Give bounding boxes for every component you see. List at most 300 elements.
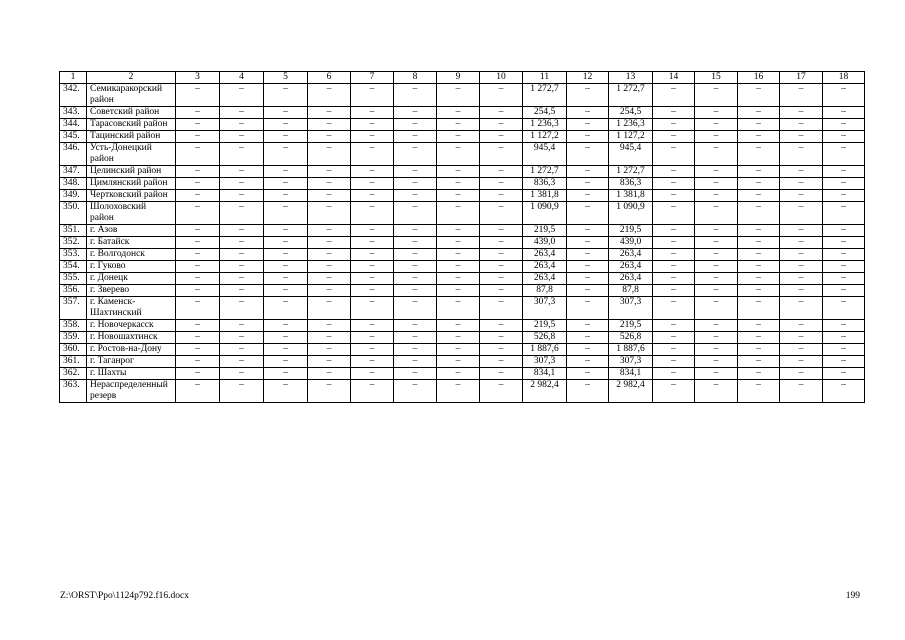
dash-cell: – xyxy=(220,261,264,273)
dash-cell: – xyxy=(394,166,437,178)
value-cell: 307,3 xyxy=(523,297,567,320)
column-number-header: 2 xyxy=(87,72,176,84)
dash-cell: – xyxy=(695,285,738,297)
row-number: 352. xyxy=(60,237,87,249)
page-number: 199 xyxy=(845,591,860,601)
municipality-name: г. Шахты xyxy=(87,368,176,380)
municipality-name: г. Новочеркасск xyxy=(87,320,176,332)
table-row xyxy=(60,320,865,332)
column-number-header: 11 xyxy=(523,72,567,84)
table-row xyxy=(60,119,865,131)
dash-cell: – xyxy=(480,332,523,344)
dash-cell: – xyxy=(695,237,738,249)
dash-cell: – xyxy=(738,166,780,178)
dash-cell: – xyxy=(176,225,220,237)
dash-cell: – xyxy=(176,273,220,285)
dash-cell: – xyxy=(437,84,480,107)
row-number: 347. xyxy=(60,166,87,178)
dash-cell: – xyxy=(823,107,865,119)
dash-cell: – xyxy=(653,273,695,285)
dash-cell: – xyxy=(653,380,695,403)
value-cell: 254,5 xyxy=(523,107,567,119)
dash-cell: – xyxy=(653,332,695,344)
municipality-name: Тарасовский район xyxy=(87,119,176,131)
dash-cell: – xyxy=(351,261,394,273)
table-row xyxy=(60,237,865,249)
table-row xyxy=(60,131,865,143)
dash-cell: – xyxy=(264,380,308,403)
dash-cell: – xyxy=(567,273,609,285)
dash-cell: – xyxy=(264,297,308,320)
column-number-header: 3 xyxy=(176,72,220,84)
dash-cell: – xyxy=(437,297,480,320)
dash-cell: – xyxy=(437,166,480,178)
dash-cell: – xyxy=(176,249,220,261)
dash-cell: – xyxy=(176,178,220,190)
dash-cell: – xyxy=(653,249,695,261)
dash-cell: – xyxy=(220,249,264,261)
dash-cell: – xyxy=(480,261,523,273)
dash-cell: – xyxy=(351,356,394,368)
dash-cell: – xyxy=(780,84,823,107)
dash-cell: – xyxy=(220,320,264,332)
table-row xyxy=(60,368,865,380)
dash-cell: – xyxy=(823,119,865,131)
dash-cell: – xyxy=(780,225,823,237)
dash-cell: – xyxy=(653,368,695,380)
dash-cell: – xyxy=(264,320,308,332)
dash-cell: – xyxy=(823,332,865,344)
dash-cell: – xyxy=(738,237,780,249)
value-cell: 254,5 xyxy=(609,107,653,119)
dash-cell: – xyxy=(738,131,780,143)
dash-cell: – xyxy=(823,225,865,237)
dash-cell: – xyxy=(394,261,437,273)
dash-cell: – xyxy=(351,131,394,143)
dash-cell: – xyxy=(264,249,308,261)
dash-cell: – xyxy=(480,190,523,202)
dash-cell: – xyxy=(653,261,695,273)
dash-cell: – xyxy=(780,237,823,249)
dash-cell: – xyxy=(176,380,220,403)
dash-cell: – xyxy=(176,119,220,131)
dash-cell: – xyxy=(437,344,480,356)
dash-cell: – xyxy=(308,249,351,261)
dash-cell: – xyxy=(780,368,823,380)
dash-cell: – xyxy=(695,131,738,143)
dash-cell: – xyxy=(264,273,308,285)
dash-cell: – xyxy=(308,131,351,143)
dash-cell: – xyxy=(394,107,437,119)
dash-cell: – xyxy=(567,166,609,178)
dash-cell: – xyxy=(220,131,264,143)
value-cell: 1 381,8 xyxy=(609,190,653,202)
dash-cell: – xyxy=(567,225,609,237)
table-row xyxy=(60,344,865,356)
municipality-name: г. Новошахтинск xyxy=(87,332,176,344)
dash-cell: – xyxy=(308,166,351,178)
dash-cell: – xyxy=(738,320,780,332)
dash-cell: – xyxy=(480,202,523,225)
dash-cell: – xyxy=(823,344,865,356)
dash-cell: – xyxy=(220,202,264,225)
dash-cell: – xyxy=(653,237,695,249)
column-number-row xyxy=(60,72,865,84)
dash-cell: – xyxy=(653,119,695,131)
dash-cell: – xyxy=(567,119,609,131)
municipality-name: г. Батайск xyxy=(87,237,176,249)
table-row xyxy=(60,178,865,190)
dash-cell: – xyxy=(264,368,308,380)
dash-cell: – xyxy=(220,380,264,403)
dash-cell: – xyxy=(653,178,695,190)
dash-cell: – xyxy=(394,190,437,202)
dash-cell: – xyxy=(738,285,780,297)
dash-cell: – xyxy=(351,119,394,131)
dash-cell: – xyxy=(653,202,695,225)
dash-cell: – xyxy=(351,285,394,297)
data-table xyxy=(59,71,865,403)
dash-cell: – xyxy=(437,178,480,190)
value-cell: 439,0 xyxy=(523,237,567,249)
value-cell: 263,4 xyxy=(609,261,653,273)
value-cell: 834,1 xyxy=(609,368,653,380)
dash-cell: – xyxy=(308,225,351,237)
dash-cell: – xyxy=(394,202,437,225)
dash-cell: – xyxy=(176,84,220,107)
dash-cell: – xyxy=(480,380,523,403)
dash-cell: – xyxy=(780,143,823,166)
dash-cell: – xyxy=(308,332,351,344)
dash-cell: – xyxy=(738,178,780,190)
dash-cell: – xyxy=(567,84,609,107)
dash-cell: – xyxy=(653,320,695,332)
value-cell: 219,5 xyxy=(609,225,653,237)
row-number: 355. xyxy=(60,273,87,285)
dash-cell: – xyxy=(567,202,609,225)
dash-cell: – xyxy=(480,143,523,166)
table-row xyxy=(60,297,865,320)
dash-cell: – xyxy=(220,237,264,249)
dash-cell: – xyxy=(308,107,351,119)
dash-cell: – xyxy=(823,131,865,143)
dash-cell: – xyxy=(394,285,437,297)
column-number-header: 15 xyxy=(695,72,738,84)
column-number-header: 6 xyxy=(308,72,351,84)
dash-cell: – xyxy=(567,131,609,143)
value-cell: 1 236,3 xyxy=(609,119,653,131)
dash-cell: – xyxy=(394,237,437,249)
dash-cell: – xyxy=(264,143,308,166)
dash-cell: – xyxy=(653,344,695,356)
value-cell: 1 090,9 xyxy=(609,202,653,225)
dash-cell: – xyxy=(351,166,394,178)
dash-cell: – xyxy=(695,84,738,107)
municipality-name: Целинский район xyxy=(87,166,176,178)
dash-cell: – xyxy=(738,368,780,380)
dash-cell: – xyxy=(780,380,823,403)
dash-cell: – xyxy=(264,131,308,143)
value-cell: 263,4 xyxy=(523,249,567,261)
dash-cell: – xyxy=(394,344,437,356)
municipality-name: Цимлянский район xyxy=(87,178,176,190)
dash-cell: – xyxy=(780,202,823,225)
value-cell: 87,8 xyxy=(523,285,567,297)
dash-cell: – xyxy=(437,143,480,166)
dash-cell: – xyxy=(308,344,351,356)
municipality-name: г. Волгодонск xyxy=(87,249,176,261)
dash-cell: – xyxy=(264,107,308,119)
dash-cell: – xyxy=(264,285,308,297)
dash-cell: – xyxy=(351,320,394,332)
dash-cell: – xyxy=(823,261,865,273)
dash-cell: – xyxy=(176,356,220,368)
dash-cell: – xyxy=(176,131,220,143)
dash-cell: – xyxy=(308,190,351,202)
dash-cell: – xyxy=(308,285,351,297)
row-number: 362. xyxy=(60,368,87,380)
municipality-name: Тацинский район xyxy=(87,131,176,143)
column-number-header: 17 xyxy=(780,72,823,84)
dash-cell: – xyxy=(780,178,823,190)
row-number: 349. xyxy=(60,190,87,202)
value-cell: 836,3 xyxy=(523,178,567,190)
dash-cell: – xyxy=(394,225,437,237)
row-number: 354. xyxy=(60,261,87,273)
dash-cell: – xyxy=(394,84,437,107)
value-cell: 219,5 xyxy=(609,320,653,332)
dash-cell: – xyxy=(437,202,480,225)
table-row xyxy=(60,202,865,225)
dash-cell: – xyxy=(308,202,351,225)
value-cell: 307,3 xyxy=(609,356,653,368)
dash-cell: – xyxy=(780,131,823,143)
municipality-name: Усть-Донецкий район xyxy=(87,143,176,166)
dash-cell: – xyxy=(695,368,738,380)
dash-cell: – xyxy=(437,356,480,368)
dash-cell: – xyxy=(480,320,523,332)
value-cell: 439,0 xyxy=(609,237,653,249)
column-number-header: 9 xyxy=(437,72,480,84)
dash-cell: – xyxy=(780,285,823,297)
dash-cell: – xyxy=(176,143,220,166)
dash-cell: – xyxy=(567,261,609,273)
dash-cell: – xyxy=(437,190,480,202)
value-cell: 945,4 xyxy=(609,143,653,166)
dash-cell: – xyxy=(394,273,437,285)
dash-cell: – xyxy=(567,344,609,356)
dash-cell: – xyxy=(695,249,738,261)
dash-cell: – xyxy=(308,320,351,332)
dash-cell: – xyxy=(351,273,394,285)
table-row xyxy=(60,143,865,166)
dash-cell: – xyxy=(480,297,523,320)
dash-cell: – xyxy=(823,368,865,380)
dash-cell: – xyxy=(695,190,738,202)
table-row xyxy=(60,332,865,344)
table-row xyxy=(60,380,865,403)
dash-cell: – xyxy=(308,380,351,403)
dash-cell: – xyxy=(351,190,394,202)
dash-cell: – xyxy=(780,297,823,320)
dash-cell: – xyxy=(695,178,738,190)
dash-cell: – xyxy=(264,332,308,344)
table-body xyxy=(60,72,865,403)
column-number-header: 10 xyxy=(480,72,523,84)
dash-cell: – xyxy=(738,119,780,131)
dash-cell: – xyxy=(480,119,523,131)
municipality-name: Чертковский район xyxy=(87,190,176,202)
dash-cell: – xyxy=(567,332,609,344)
dash-cell: – xyxy=(738,297,780,320)
dash-cell: – xyxy=(695,332,738,344)
dash-cell: – xyxy=(176,332,220,344)
dash-cell: – xyxy=(351,332,394,344)
dash-cell: – xyxy=(567,249,609,261)
dash-cell: – xyxy=(780,190,823,202)
dash-cell: – xyxy=(480,344,523,356)
municipality-name: Шолоховский район xyxy=(87,202,176,225)
dash-cell: – xyxy=(264,202,308,225)
dash-cell: – xyxy=(437,368,480,380)
dash-cell: – xyxy=(176,202,220,225)
dash-cell: – xyxy=(695,261,738,273)
dash-cell: – xyxy=(437,237,480,249)
dash-cell: – xyxy=(176,320,220,332)
dash-cell: – xyxy=(738,380,780,403)
column-number-header: 7 xyxy=(351,72,394,84)
dash-cell: – xyxy=(738,190,780,202)
dash-cell: – xyxy=(437,380,480,403)
dash-cell: – xyxy=(823,273,865,285)
dash-cell: – xyxy=(437,107,480,119)
dash-cell: – xyxy=(308,356,351,368)
dash-cell: – xyxy=(780,320,823,332)
dash-cell: – xyxy=(695,202,738,225)
dash-cell: – xyxy=(176,368,220,380)
dash-cell: – xyxy=(394,119,437,131)
dash-cell: – xyxy=(437,273,480,285)
dash-cell: – xyxy=(394,131,437,143)
dash-cell: – xyxy=(823,166,865,178)
column-number-header: 18 xyxy=(823,72,865,84)
dash-cell: – xyxy=(176,297,220,320)
table-row xyxy=(60,190,865,202)
dash-cell: – xyxy=(480,225,523,237)
dash-cell: – xyxy=(653,84,695,107)
row-number: 342. xyxy=(60,84,87,107)
dash-cell: – xyxy=(780,356,823,368)
dash-cell: – xyxy=(480,273,523,285)
dash-cell: – xyxy=(308,143,351,166)
dash-cell: – xyxy=(567,143,609,166)
value-cell: 219,5 xyxy=(523,225,567,237)
dash-cell: – xyxy=(220,107,264,119)
dash-cell: – xyxy=(176,166,220,178)
dash-cell: – xyxy=(394,297,437,320)
dash-cell: – xyxy=(308,368,351,380)
row-number: 353. xyxy=(60,249,87,261)
dash-cell: – xyxy=(437,285,480,297)
dash-cell: – xyxy=(695,143,738,166)
dash-cell: – xyxy=(695,380,738,403)
dash-cell: – xyxy=(351,344,394,356)
dash-cell: – xyxy=(653,225,695,237)
municipality-name: Нераспределенный резерв xyxy=(87,380,176,403)
dash-cell: – xyxy=(351,225,394,237)
table-row xyxy=(60,84,865,107)
dash-cell: – xyxy=(220,84,264,107)
row-number: 363. xyxy=(60,380,87,403)
dash-cell: – xyxy=(220,178,264,190)
municipality-name: г. Таганрог xyxy=(87,356,176,368)
municipality-name: г. Гуково xyxy=(87,261,176,273)
dash-cell: – xyxy=(738,261,780,273)
dash-cell: – xyxy=(394,368,437,380)
dash-cell: – xyxy=(220,190,264,202)
dash-cell: – xyxy=(220,332,264,344)
dash-cell: – xyxy=(220,273,264,285)
value-cell: 1 090,9 xyxy=(523,202,567,225)
table-row xyxy=(60,107,865,119)
dash-cell: – xyxy=(823,143,865,166)
dash-cell: – xyxy=(738,332,780,344)
dash-cell: – xyxy=(394,356,437,368)
dash-cell: – xyxy=(220,297,264,320)
dash-cell: – xyxy=(653,143,695,166)
dash-cell: – xyxy=(308,119,351,131)
dash-cell: – xyxy=(567,107,609,119)
dash-cell: – xyxy=(351,368,394,380)
dash-cell: – xyxy=(695,119,738,131)
dash-cell: – xyxy=(567,356,609,368)
dash-cell: – xyxy=(176,261,220,273)
row-number: 361. xyxy=(60,356,87,368)
dash-cell: – xyxy=(308,237,351,249)
dash-cell: – xyxy=(394,380,437,403)
value-cell: 263,4 xyxy=(523,273,567,285)
dash-cell: – xyxy=(394,178,437,190)
dash-cell: – xyxy=(738,344,780,356)
dash-cell: – xyxy=(308,297,351,320)
dash-cell: – xyxy=(220,225,264,237)
dash-cell: – xyxy=(653,131,695,143)
table-row xyxy=(60,356,865,368)
dash-cell: – xyxy=(220,119,264,131)
dash-cell: – xyxy=(437,131,480,143)
dash-cell: – xyxy=(695,166,738,178)
column-number-header: 1 xyxy=(60,72,87,84)
dash-cell: – xyxy=(695,344,738,356)
dash-cell: – xyxy=(738,225,780,237)
row-number: 345. xyxy=(60,131,87,143)
value-cell: 87,8 xyxy=(609,285,653,297)
value-cell: 263,4 xyxy=(609,249,653,261)
value-cell: 1 236,3 xyxy=(523,119,567,131)
dash-cell: – xyxy=(738,273,780,285)
dash-cell: – xyxy=(738,143,780,166)
dash-cell: – xyxy=(567,320,609,332)
dash-cell: – xyxy=(437,261,480,273)
dash-cell: – xyxy=(351,107,394,119)
dash-cell: – xyxy=(653,356,695,368)
dash-cell: – xyxy=(823,249,865,261)
municipality-name: г. Азов xyxy=(87,225,176,237)
dash-cell: – xyxy=(351,202,394,225)
value-cell: 1 272,7 xyxy=(523,166,567,178)
value-cell: 307,3 xyxy=(523,356,567,368)
dash-cell: – xyxy=(264,356,308,368)
